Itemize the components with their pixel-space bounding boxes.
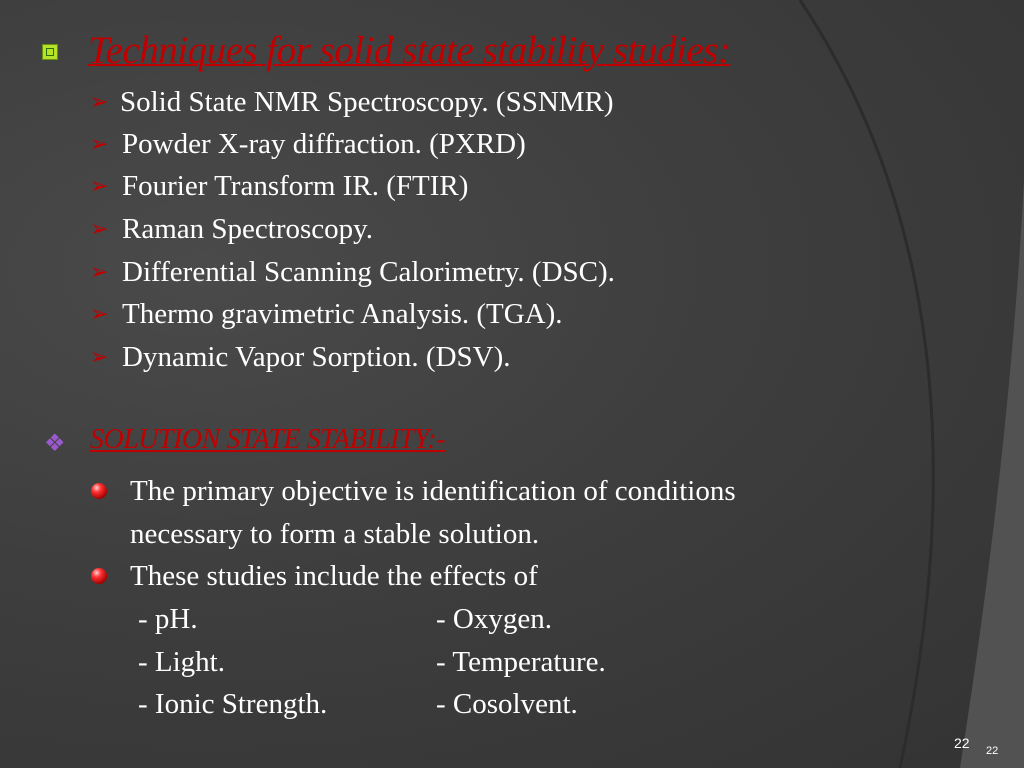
red-ball-bullet-icon: [91, 568, 107, 584]
technique-item: Solid State NMR Spectroscopy. (SSNMR): [120, 86, 614, 118]
page-number: 22: [954, 735, 970, 751]
arrow-bullet-icon: ➢: [90, 259, 109, 284]
effect-item: - Light.: [138, 646, 225, 678]
technique-item: Thermo gravimetric Analysis. (TGA).: [122, 298, 563, 330]
arrow-bullet-icon: ➢: [90, 344, 109, 369]
effect-item: - Oxygen.: [436, 603, 552, 635]
green-square-bullet-icon: [42, 44, 58, 60]
red-ball-bullet-icon: [91, 483, 107, 499]
point-text: These studies include the effects of: [130, 560, 538, 592]
section-heading-solution-state: SOLUTION STATE STABILITY:-: [90, 424, 445, 455]
technique-item: Raman Spectroscopy.: [122, 213, 374, 245]
arrow-bullet-icon: ➢: [90, 216, 109, 241]
point-text-continued: necessary to form a stable solution.: [130, 518, 540, 550]
page-number-small: 22: [986, 745, 999, 757]
effect-item: - Ionic Strength.: [138, 688, 328, 720]
effect-item: - Temperature.: [436, 646, 606, 678]
arrow-bullet-icon: ➢: [90, 89, 109, 114]
technique-item: Differential Scanning Calorimetry. (DSC).: [122, 256, 615, 288]
effect-item: - Cosolvent.: [436, 688, 578, 720]
point-text: The primary objective is identification of conditions: [130, 475, 736, 507]
diamond-bullet-icon: ❖: [44, 431, 66, 457]
technique-item: Powder X-ray diffraction. (PXRD): [122, 128, 526, 160]
technique-item: Fourier Transform IR. (FTIR): [122, 170, 469, 202]
section-heading-solid-state: Techniques for solid state stability studies:: [88, 29, 731, 72]
arrow-bullet-icon: ➢: [90, 301, 109, 326]
technique-item: Dynamic Vapor Sorption. (DSV).: [122, 341, 511, 373]
arrow-bullet-icon: ➢: [90, 173, 109, 198]
effect-item: - pH.: [138, 603, 198, 635]
arrow-bullet-icon: ➢: [90, 131, 109, 156]
